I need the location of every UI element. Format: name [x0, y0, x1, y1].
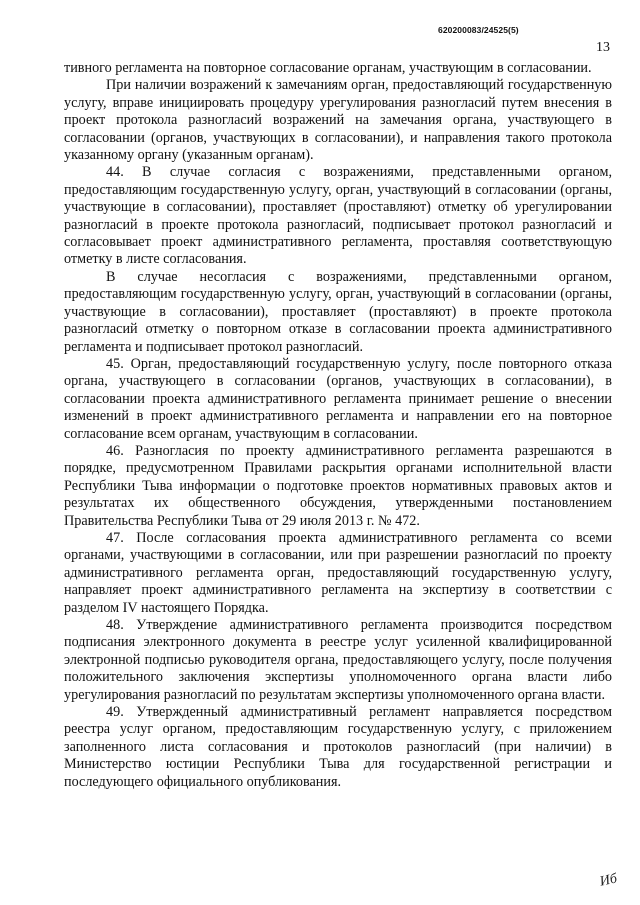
- paragraph-disagreement: В случае несогласия с возражениями, представленными органом, предоставляющим государственную услугу, орган, участвующий в согласовании (органы, участвующие в согласовании), проставляет (проставляют) в проекте протокола разногласий отметку о повторном отказе в согласовании проекта административного регламента и подписывает протокол разногласий.: [64, 268, 612, 355]
- paragraph-45: 45. Орган, предоставляющий государственную услугу, после повторного отказа органа, участвующего в согласовании (органов, участвующих в согласовании), в согласовании проекта административного регламента принимает решение о внесении изменений в проект административного регламента и направлении его на повторное согласование всем органам, участвующим в согласовании.: [64, 355, 612, 442]
- paragraph-49: 49. Утвержденный административный регламент направляется посредством реестра услуг органом, предоставляющим государственную услугу, с приложением заполненного листа согласования и протоколов разногласий (при наличии) в Министерство юстиции Республики Тыва для государственной регистрации и последующего официального опубликования.: [64, 704, 612, 790]
- page-number: 13: [596, 40, 610, 55]
- paragraph-46: 46. Разногласия по проекту административного регламента разрешаются в порядке, предусмотренном Правилами раскрытия органами исполнительной власти Республики Тыва информации о подготовке проектов нормативных правовых актов и результатах их общественного обсуждения, утвержденными постановлением Правительства Республики Тыва от 29 июля 2013 г. № 472.: [64, 442, 612, 529]
- handwritten-initials: Иб: [598, 871, 619, 890]
- paragraph-48: 48. Утверждение административного регламента производится посредством подписания электронного документа в реестре услуг усиленной квалифицированной электронной подписью руководителя органа, предоставляющего услугу, после получения положительного заключения экспертизы уполномоченного органа власти либо урегулирования разногласий по результатам экспертизы уполномоченного органа власти.: [64, 617, 612, 703]
- paragraph-47: 47. После согласования проекта административного регламента со всеми органами, участвующими в согласовании, или при разрешении разногласий по проекту административного регламента орган, предоставляющий государственную услугу, направляет проект административного регламента на экспертизу в соответствии с разделом IV настоящего Порядка.: [64, 529, 612, 616]
- paragraph-44: 44. В случае согласия с возражениями, представленными органом, предоставляющим государственную услугу, орган, участвующий в согласовании (органы, участвующие в согласовании), проставляет (проставляют) отметку об урегулировании разногласий в проекте протокола разногласий, подписывает протокол разногласий и согласовывает проект административного регламента, проставляя соответствующую отметку в листе согласования.: [64, 164, 612, 268]
- paragraph-objections: При наличии возражений к замечаниям орган, предоставляющий государственную услугу, вправе инициировать процедуру урегулирования разногласий путем внесения в проект протокола разногласий возражений на замечания органа, участвующего в согласовании (органов, участвующих в согласовании), и направления такого протокола указанному органу (указанным органам).: [64, 77, 612, 164]
- document-id: 620200083/24525(5): [438, 25, 519, 35]
- paragraph-continuation: тивного регламента на повторное согласование органам, участвующим в согласовании.: [64, 60, 592, 76]
- document-body: [64, 60, 612, 791]
